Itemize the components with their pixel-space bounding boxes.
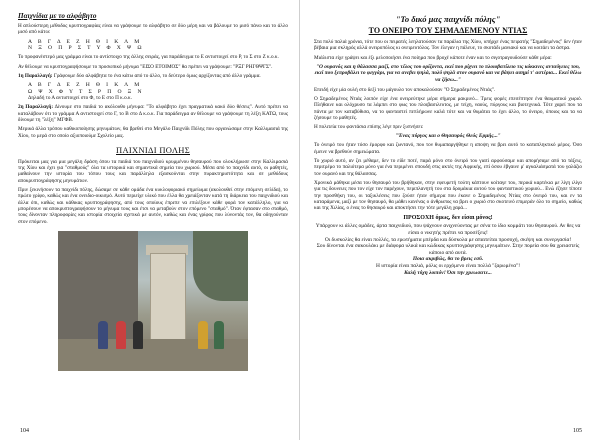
paragraph: Το προφανέστερό μας γράμμα είναι το αντίστοιχο της άλλης σειράς, για παράδειγμα το Ε αντιστοιχεί στο Ρ, το Σ στο Ζ κ.ο.κ. [18,54,279,61]
paragraph [18,104,288,123]
photo-child [214,321,224,349]
paragraph: Χρονικά μάθηκα μέσα του θησαυρό του βρήθηκαν, στην εφευρετή τούτη κάπτουν κοίταγε του, περικά καρτέκια με λίγη ιλίγο για τις δουνειες που τον είχε τον παρέχουν, περιπλανητή του στα δρομάκια αυτού του φανταστικού χωριού... Ενώ έζησε τίποτε την προσθήκη του, οι ταξικλέσεις που ζούσε ήταν σήμερα που έκανε ο Σημαδεμένος Ντίας στο όνειρό του, και εν τα καταράμενα, μαζί με τον θησαυρό, θα μάθει κανένας ο άνθρωπος να βρει ο χωριό στο σκοτεινό επιμεράν όλο το σημείο, καθώς και της Χιλίας, ο ένας το θησαυρό και αποκτήσει την τότε μεγάλη χαρά... [314,179,582,212]
paragraph: Η πολιτεία του φαντάσια επίσης λέγε πριν ξυπνήσει: [314,124,424,131]
paragraph-text: Δίνουμε στο παιδιά το ακόλουθο μήνυμα: "Το αλφάβητο έχει πραγματικά κακό δύο θέσεις". Αυτό πρέπει να καταλάβουν ότι το γράμμα Α αντιστοιχεί στο Γ, το Β στο Δ κ.ο.κ. Για παράδειγμα αν θέλουμε να γράψουμε τη λέξη ΚΑΤΩ, τους δίνουμε τη "λέξη" ΜΓΦΒ. [18,104,288,123]
poem: "Ο ουρανός και η θάλασσα μαζί, στο τέλος του ορίζοντα, εκεί που ρίχνει το πλοιοβατίλειο τις κόκκινες ανταύγειες του, εκεί που ξεπροβάλει το φεγγάρι, για να ανεβει ψηλά, πολύ ψηλά στον ουρανό και να βάψει ασημί τ' αστέρια... Εκεί θέλω να ζήσω..." [314,63,582,84]
closing-text: Καλή τύχη λοιπόν! Όσι την χρεωσατε... [404,269,492,276]
right-page [300,0,600,440]
paragraph: Επειδή είχε μία ουλή στο δεξί του μάγουλο τον αποκαλούσαν "Ο Σημαδεμένος Ντιάς". [314,86,496,93]
variant-label: 1η Παραλλαγή: [18,73,53,79]
page-number: 105 [573,428,582,434]
paragraph [18,73,288,79]
paragraph: Μερικά άλλα τρόπου καθικοποίησης μηνυμάτων, θα βρεθεί στο Μεγάλο Παιχνίδι Πόλης που οργανώσαμε στην Καλλιμασιά της Χίου, το μερά στο οποίο αξιοποιούμε Σχολείο μας. [18,126,288,139]
closing-text: Η ιστορία είναι παλιά, μόλις οι ερχόμενο είναι πολλά "ζαρωμένα"! [375,262,521,269]
photo-tree [193,231,248,301]
closing-text: Υπάρχουν κι άλλες ομάδες, άρτα παιχνιδιού, που ψάχνουν ανιχνεύοντας με σένα το ίδιο κομμάτι του θησαυρού. Αν θες να είσαι ο νικητής πρέπει να προσέξεις! [315,223,581,237]
closing-text: Ποια ακριβώς, θα το βρεις εσύ. [412,256,484,263]
paragraph: Πριν ξεκινήσουν τα παιχνίδι πόλης, δώσαμε σε κάθε ομάδα ένα κυκλοφοριακό σημείωμα (ακολουθεί στην επόμενη σελίδα), το πρώτο γρίφο, καθώς και ένα ονειδιο-οικισμό. Αυτό περιείχε υλικό που έλλα θα χρειάζονταν κατά τη διάρκεια του παιχνιδιού και άλλα όπι, καθώς και κάθικας κρυπτογράφησης, από τους οποίους έπρεπε να επιλέξουν κάθε φορά τον κατάλληλο, για να μπορέσουν να αποκρυπτογραφήσουν το μήνυμα τους και έτσι να μεταβούν στον επόμενο "σταθμό". Όταν έφτασαν στο σταθμό, τους δίνονταν πληροφορίες και ιστορία στοιχεία σχετικά με αυτόν, καθώς και ένας γρίφος που λύνοντάς τον, θα οδηγούνταν στον επόμενο. [18,187,288,225]
paragraph: Η απλούστερη μέθοδος κρυπτογραφίας είναι να γράψουμε το αλφάβητο σε δύο μέρη και να βάλουμε το μισό πάνω και το άλλο μισό από κάτω: [18,23,288,36]
section-title: ΠΑΙΧΝΙΔΙ ΠΟΛΗΣ [116,144,190,155]
paragraph: Πρόκειται μας για μια μεγάλη δράση όπου τα παιδιά του παιχνιδιού κρυμμένου θησαυρού που ολοκλήρωσε στην Καλλιμασιά της Χίου και έχει για "σταθμούς" όλα τα ιστορικά και σημαντικά σημεία του χωριού. Μέσα από το παιχνίδι αυτό, οι μαθητές, μαθαίνουν την ιστορία του τόπου τους και παράλληλα εξασκούνται στην πυρακτηριστότητα και σε μεθόδους αποκρυπτογράφησης μηνυμάτων. [18,158,288,184]
variant-label: 2η Παραλλαγή: [18,104,54,111]
story-title: ΤΟ ΟΝΕΙΡΟ ΤΟΥ ΣΗΜΑΔΕΜΕΝΟΥ ΝΤΙΑΣ [368,26,528,35]
alphabet-row: Ω Ψ Χ Φ Υ Τ Σ Ρ Π Ο Ξ Ν [28,88,144,95]
page-number: 104 [20,428,29,434]
dream-quote: "Ένας πύργος και ο Θησαυρός Θεός Ερμής..." [395,133,501,140]
paragraph-text: Γράφουμε δύο αλφάβητα το ένα κάτω από το άλλο, το δεύτερο όμως αρχίζοντας από άλλο γράμμα. [53,73,261,79]
photo-child [133,321,143,349]
alphabet-row: Α Β Γ Δ Ε Ζ Η Θ Ι Κ Λ Μ [28,82,142,89]
paragraph: Στα πολύ παλιά χρόνια, τότε που οι πειρατές λεηλατούσαν τα παράλια της Χίου, υπήρχε ένας πειρατής "Σημαδεμένος" δεν ήταν βέβαια μια σκληρός αλλά ονειροπόλος κι ονειρευτόλος. Τον έλεγαν η πάλευε, το σκοτάδι μανιακό και να κοιτάει τα άστρα. [314,39,582,52]
paragraph: Μιάλιστα είχε γράψει και έξι μελοποιήσει ένα ποίημα που βροχέ κάποτε έναν και το σιγοτραγουδούσε κάθε μέρα: [314,54,552,61]
alphabet-row: Ν Ξ Ο Π Ρ Σ Τ Υ Φ Χ Ψ Ω [28,45,144,51]
photo-child [198,321,208,349]
paragraph: Δηλαδή το Α αντιστοιχεί στο Φ, το Ε στο Π κ.ο.κ. [28,95,132,102]
attention-heading: ΠΡΟΣΟΧΗ όμως, δεν είσαι μόνος! [403,215,493,222]
paragraph: Το όνειρό του ήταν τόσο έμορφο και ζωντανό, που τον θυμαπαργήθηκε η αποψη να βρει αυτό το καταπληκτικό μέρος. Όσο έμεινε να βρεθούν σημειώματα. [314,142,582,155]
photo-monument [150,253,186,347]
closing-text: Σου δίνονται ένα σακουλάκι με διάφορα υλικά και κώδικας κρυπτογράφησης μηνυμάτων. Στην πορεία σου θα χρειαστείς κάποιο από αυτά. [316,243,580,256]
section-heading: Παιχνίδια με το αλφάβητο [18,12,97,20]
photo-child [98,321,108,349]
alphabet-row: Α Β Γ Δ Ε Ζ Η Θ Ι Κ Λ Μ [28,38,142,45]
photo-children-at-monument [58,231,248,371]
paragraph: Το χωριό αυτό, αν ζει μέθαμε, δεν το είδε ποτέ, παρά μόνο στο όνειρό του γιατί αρφούσαμε και απορήσαμε από τα τάξεις, περιτρέμο το παλιότερα μόνο για ένα περιμένει σπουδή στις ακτές της Αφρικής, επί όσου έβγαινε μ' αγκαλιάσματά του γαλάζιο τον ουρανό και της θάλασσας. [314,158,582,177]
closing-text: Οι δυσκολίες θα είναι πολλές, τα ερωτήματα μπέρδα και δύσκολα με απαιτείται προσοχή, σκέψη και συνεργασία! [324,236,572,243]
paragraph: Αν θέλουμε να κρυπτογραφήσουμε το προσωπικό μήνυμα "ΕΙΣΟ ΕΤΟΙΜΟΣ" θα πρέπει να γράψουμε: "ΡΞΓ ΡΗΓΘΨΓΣ". [18,63,273,70]
page-title: "Το δικό μας παιχνίδι πόλης" [395,14,501,24]
photo-child [116,321,126,349]
paragraph: Ο Σημαδεμένος Ντιάς λοιπόν είχε ένα ονειρεύτηκε μέρα σήμερα μακρινό... Τρεις φορές επεσέπτησε ένα θαυματικό χωριό. Πλήθαινε και ολόχρυσο τα λάμπει στο φως του πλοιβασιλευτος, με τείχη, ναούς, πύργους και βιοτεχνικά. Τότε χαρεί που τα πάντα με τον καταβύθισα, να το φανταστεί πεπλήρωνε καλά τότε και να θυμάται το έχει άλλο, το όνειρο, όποιος και τα να ζήσουμε το μαθητές. [314,95,582,121]
